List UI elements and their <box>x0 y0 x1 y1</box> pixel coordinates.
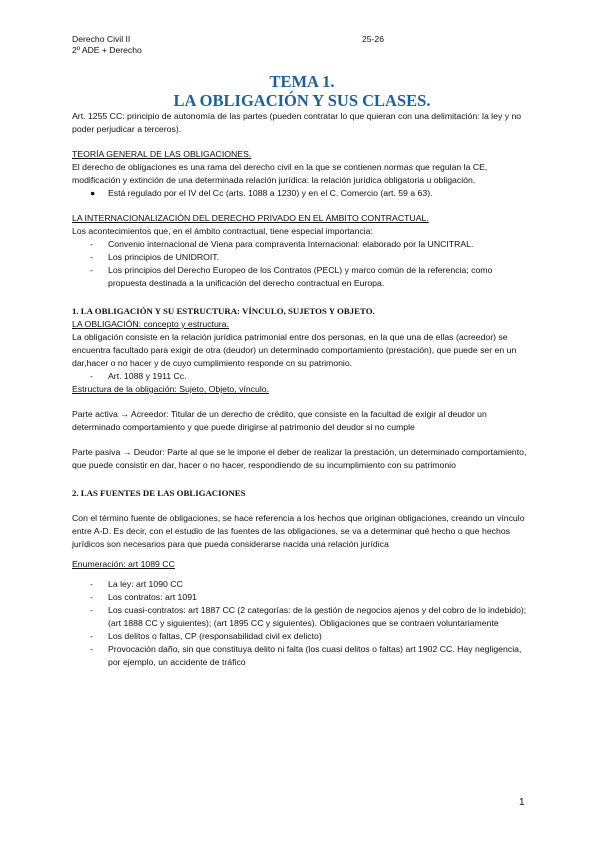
dash-marker: - <box>90 592 93 602</box>
title-line-1: TEMA 1. <box>269 72 335 91</box>
section-1-list <box>72 370 532 383</box>
list-item <box>72 370 532 383</box>
dash-marker: - <box>90 371 93 381</box>
enumeracion-heading: Enumeración: art 1089 CC <box>72 559 175 569</box>
list-item <box>72 264 532 290</box>
section-1-subheading: LA OBLIGACIÓN: concepto y estructura. <box>72 319 229 329</box>
header-subject: Derecho Civil II <box>72 34 131 44</box>
list-item-text: Convenio internacional de Viena para compraventa Internacional: elaborado por la UNCITRAL. <box>108 239 474 249</box>
list-item-text: La ley: art 1090 CC <box>108 579 183 589</box>
section-2-paragraph: Con el término fuente de obligaciones, se hace referencia a los hechos que originan obligaciones, creando un vínculo entre A-D. Es decir, con el estudio de las fuentes de las obligaciones, se va a determinar qué hecho o que hechos jurídicos son necesarios para que pueda considerarse nacida una relación jurídica <box>72 513 525 549</box>
list-item-text: Los cuasi-contratos: art 1887 CC (2 categorías: de la gestión de negocios ajenos y del cobro de lo indebido); (art 1888 CC y siguientes); (art 1895 CC y siguientes). Obligaciones que se contraen voluntariamente <box>108 605 527 628</box>
list-item-text: Los principios del Derecho Europeo de los Contratos (PECL) y marco común de la referencia; como propuesta destinada a la unificación del derecho contractual en Europa. <box>108 265 493 288</box>
dash-marker: - <box>90 239 93 249</box>
list-item <box>72 591 532 604</box>
dash-marker: - <box>90 252 93 262</box>
internacional-heading: LA INTERNACIONALIZACIÓN DEL DERECHO PRIVADO EN EL ÁMBITO CONTRACTUAL. <box>72 213 429 223</box>
page-header-left <box>72 34 142 56</box>
list-item <box>72 643 532 669</box>
internacional-paragraph: Los acontecimientos que, en el ámbito contractual, tiene especial importancia: <box>72 226 373 236</box>
list-item-text: Los contratos: art 1091 <box>108 592 197 602</box>
list-item-text: Los delitos o faltas, CP (responsabilidad civil ex delicto) <box>108 631 322 641</box>
parte-activa-paragraph: Parte activa → Acreedor: Titular de un derecho de crédito, que consiste en la facultad de exigir al deudor un determinado comportamiento y que puede dirigirse al patrimonio del deudor si no cumple <box>72 409 487 432</box>
section-1-heading: 1. LA OBLIGACIÓN Y SU ESTRUCTURA: VÍNCULO, SUJETOS Y OBJETO. <box>72 306 375 316</box>
list-item <box>72 187 532 200</box>
dash-marker: - <box>90 265 93 275</box>
list-item <box>72 251 532 264</box>
list-item <box>72 578 532 591</box>
list-item-text: Provocación daño, sin que constituya delito ni falta (los cuasi delitos o faltas) art 1902 CC. Hay negligencia, por ejemplo, un accidente de tráfico <box>108 644 522 667</box>
teoria-list <box>72 187 532 200</box>
parte-pasiva-paragraph: Parte pasiva → Deudor: Parte al que se le impone el deber de realizar la prestación, un determinado comportamiento, que puede consistir en dar, hacer o no hacer, respondiendo de su incumplimiento con su patrimonio <box>72 447 527 470</box>
dash-marker: - <box>90 605 93 615</box>
page-number: 1 <box>519 797 525 808</box>
internacional-list <box>72 238 532 290</box>
dash-marker: - <box>90 579 93 589</box>
document-body <box>72 72 532 669</box>
teoria-paragraph: El derecho de obligaciones es una rama del derecho civil en la que se contienen normas que regulan la CE, modificación y extinción de una determinada relación jurídica: la relación jurídica obligatoria u obligación. <box>72 162 488 185</box>
fuentes-list <box>72 578 532 669</box>
list-item-text: Los principios de UNIDROIT. <box>108 252 220 262</box>
teoria-heading: TEORÍA GENERAL DE LAS OBLIGACIONES. <box>72 149 252 159</box>
bullet-marker: ● <box>90 188 96 198</box>
section-1-paragraph: La obligación consiste en la relación jurídica patrimonial entre dos personas, en la que una de ellas (acreedor) se encuentra facultado para exigir de otra (deudor) un determinado comportamiento (prestación), que puede ser en un dar,hacer o no hacer y de cuyo cumplimiento responde cn su patrimonio. <box>72 332 517 368</box>
intro-paragraph: Art. 1255 CC: principio de autonomía de las partes (pueden contratar lo que quieran con una delimitación: la ley y no poder perjudicar a terceros). <box>72 111 522 134</box>
header-year: 25-26 <box>362 34 384 44</box>
list-item <box>72 238 532 251</box>
dash-marker: - <box>90 644 93 654</box>
list-item <box>72 604 532 630</box>
dash-marker: - <box>90 631 93 641</box>
list-item <box>72 630 532 643</box>
section-2-heading: 2. LAS FUENTES DE LAS OBLIGACIONES <box>72 488 246 498</box>
document-title <box>72 72 532 110</box>
header-course: 2º ADE + Derecho <box>72 45 142 55</box>
title-line-2: LA OBLIGACIÓN Y SUS CLASES. <box>173 91 431 110</box>
estructura-heading: Estructura de la obligación: Sujeto, Objeto, vínculo. <box>72 384 270 394</box>
list-item-text: Art. 1088 y 1911 Cc. <box>108 371 187 381</box>
list-item-text: Está regulado por el IV del Cc (arts. 1088 a 1230) y en el C. Comercio (art. 59 a 63). <box>108 188 433 198</box>
